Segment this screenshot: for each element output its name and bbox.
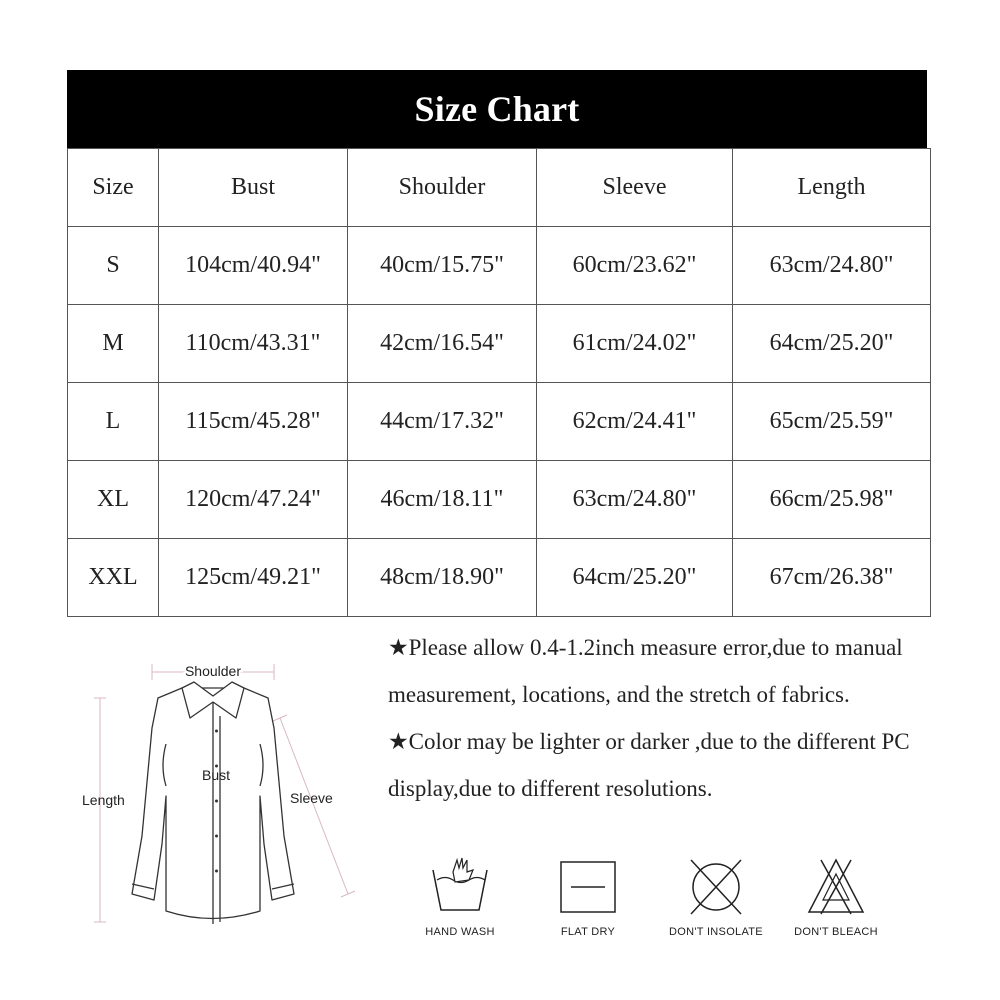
- cell-size: S: [68, 227, 159, 305]
- cell-length: 65cm/25.59": [733, 383, 931, 461]
- table-row: [68, 305, 931, 383]
- cell-size: L: [68, 383, 159, 461]
- cell-sleeve: 62cm/24.41": [537, 383, 733, 461]
- cell-sleeve: 63cm/24.80": [537, 461, 733, 539]
- shirt-illustration: [70, 636, 370, 931]
- dont-bleach-icon: [801, 856, 871, 916]
- dont-bleach-label: DON'T BLEACH: [794, 926, 878, 938]
- shoulder-label: Shoulder: [184, 663, 242, 679]
- cell-size: M: [68, 305, 159, 383]
- dont-insolate-icon: [681, 856, 751, 916]
- flat-dry-icon: [553, 856, 623, 916]
- shirt-measurement-diagram: [70, 636, 370, 931]
- cell-bust: 125cm/49.21": [159, 539, 348, 617]
- table-row: [68, 227, 931, 305]
- table-row: [68, 383, 931, 461]
- notes: [388, 624, 988, 812]
- cell-length: 63cm/24.80": [733, 227, 931, 305]
- note-measure-error: ★Please allow 0.4-1.2inch measure error,due to manual measurement, locations, and the stretch of fabrics.: [388, 635, 903, 707]
- cell-bust: 110cm/43.31": [159, 305, 348, 383]
- care-dont-insolate: [656, 856, 776, 956]
- cell-shoulder: 44cm/17.32": [348, 383, 537, 461]
- dont-insolate-label: DON'T INSOLATE: [669, 926, 763, 938]
- header-bust: Bust: [159, 149, 348, 227]
- header-shoulder: Shoulder: [348, 149, 537, 227]
- cell-sleeve: 60cm/23.62": [537, 227, 733, 305]
- cell-shoulder: 48cm/18.90": [348, 539, 537, 617]
- sleeve-label: Sleeve: [290, 790, 333, 806]
- cell-sleeve: 64cm/25.20": [537, 539, 733, 617]
- bust-label: Bust: [201, 767, 231, 783]
- page-title: Size Chart: [414, 89, 580, 129]
- note-color: ★Color may be lighter or darker ,due to the different PC display,due to different resolutions.: [388, 729, 910, 801]
- cell-bust: 120cm/47.24": [159, 461, 348, 539]
- title-bar: [67, 70, 927, 148]
- header-length: Length: [733, 149, 931, 227]
- table-row: [68, 539, 931, 617]
- cell-length: 67cm/26.38": [733, 539, 931, 617]
- cell-bust: 115cm/45.28": [159, 383, 348, 461]
- hand-wash-icon: [425, 856, 495, 916]
- cell-shoulder: 42cm/16.54": [348, 305, 537, 383]
- cell-bust: 104cm/40.94": [159, 227, 348, 305]
- cell-length: 64cm/25.20": [733, 305, 931, 383]
- flat-dry-label: FLAT DRY: [560, 926, 616, 938]
- care-dont-bleach: [776, 856, 896, 956]
- cell-length: 66cm/25.98": [733, 461, 931, 539]
- cell-size: XXL: [68, 539, 159, 617]
- hand-wash-label: HAND WASH: [425, 926, 495, 938]
- header-sleeve: Sleeve: [537, 149, 733, 227]
- care-hand-wash: [400, 856, 520, 956]
- table-row: [68, 461, 931, 539]
- table-header-row: [68, 149, 931, 227]
- size-table: [67, 148, 931, 617]
- cell-sleeve: 61cm/24.02": [537, 305, 733, 383]
- care-flat-dry: [528, 856, 648, 956]
- cell-shoulder: 40cm/15.75": [348, 227, 537, 305]
- cell-shoulder: 46cm/18.11": [348, 461, 537, 539]
- cell-size: XL: [68, 461, 159, 539]
- header-size: Size: [68, 149, 159, 227]
- length-label: Length: [82, 792, 125, 808]
